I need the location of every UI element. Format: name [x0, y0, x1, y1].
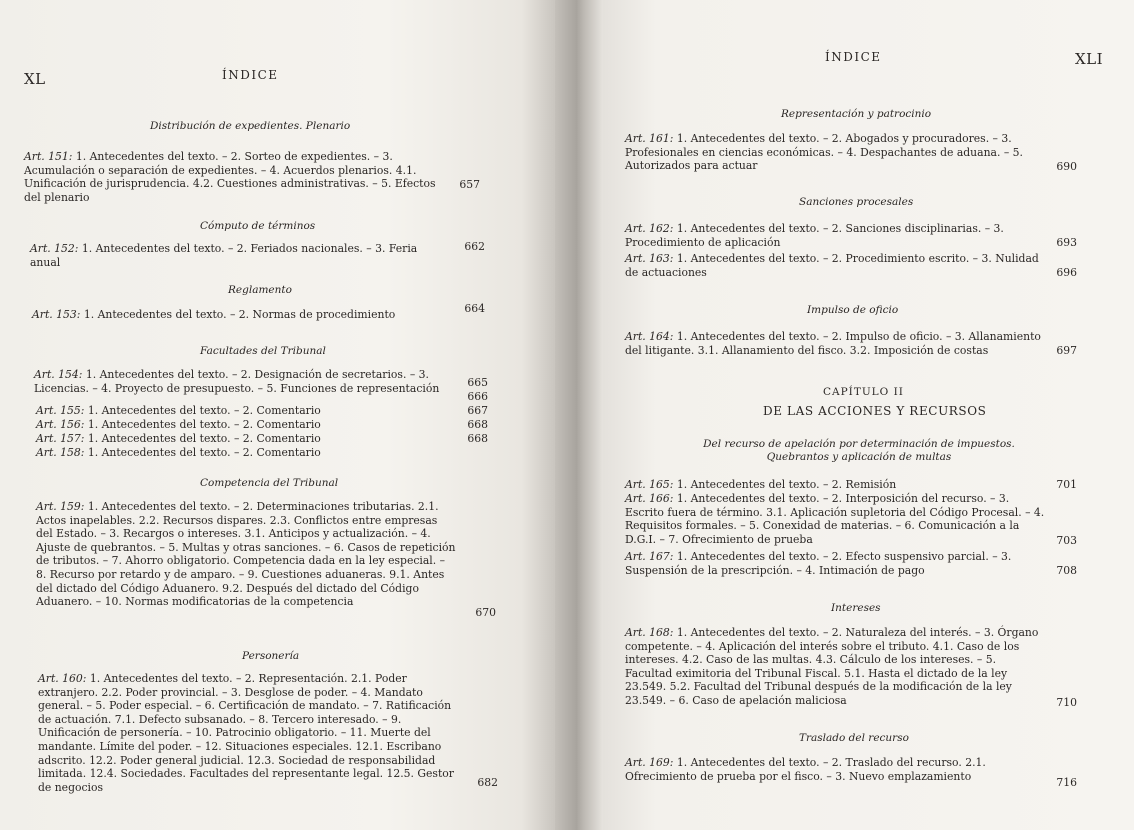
index-entry: [36, 500, 456, 609]
chapter-label: CAPÍTULO II: [823, 386, 904, 398]
index-entry: [625, 492, 1045, 546]
index-entry: [625, 252, 1045, 279]
index-entry: [625, 626, 1045, 708]
index-entry: [625, 222, 1045, 249]
page-number: 693: [1056, 236, 1077, 249]
page-number: 701: [1056, 478, 1077, 491]
index-entry: [625, 550, 1045, 577]
entry-text: 1. Antecedentes del texto. – 2. Designación de secretarios. – 3. Licencias. – 4. Proyecto de presupuesto. – 5. Funciones de representación: [34, 368, 440, 395]
index-entry: [32, 308, 452, 322]
page-number: 668: [467, 418, 488, 431]
index-entry: [34, 368, 454, 395]
section-title: Traslado del recurso: [799, 732, 909, 744]
section-title: Del recurso de apelación por determinación de impuestos. Quebrantos y aplicación de multas: [703, 438, 1015, 463]
page-number: 664: [464, 302, 485, 315]
article-number: Art. 160:: [38, 672, 87, 685]
section-title: Reglamento: [228, 284, 292, 296]
page-number: 668: [467, 432, 488, 445]
article-number: Art. 168:: [625, 626, 674, 639]
entry-text: 1. Antecedentes del texto. – 2. Comentario: [87, 418, 321, 431]
article-number: Art. 163:: [625, 252, 674, 265]
right-page: [603, 0, 1134, 830]
left-page: [0, 0, 555, 830]
entry-text: 1. Antecedentes del texto. – 2. Sanciones disciplinarias. – 3. Procedimiento de aplicación: [625, 222, 1004, 249]
page-number: 662: [464, 240, 485, 253]
article-number: Art. 169:: [625, 756, 674, 769]
book-gutter: [555, 0, 603, 830]
page-number: 697: [1056, 344, 1077, 357]
page-number: 690: [1056, 160, 1077, 173]
section-title: Cómputo de términos: [200, 220, 316, 232]
index-entry: [625, 132, 1045, 173]
page-number: 710: [1056, 696, 1077, 709]
article-number: Art. 166:: [625, 492, 674, 505]
page-number: 667: [467, 404, 488, 417]
article-number: Art. 162:: [625, 222, 674, 235]
left-running-head: ÍNDICE: [222, 68, 279, 82]
section-title: Facultades del Tribunal: [200, 345, 326, 357]
right-running-head: ÍNDICE: [825, 50, 882, 64]
index-entry: [36, 446, 456, 460]
index-entry: [625, 756, 1045, 783]
entry-text: 1. Antecedentes del texto. – 2. Abogados y procuradores. – 3. Profesionales en ciencias económicas. – 4. Despachantes de aduana. – 5. Autorizados para actuar: [625, 132, 1023, 173]
article-number: Art. 158:: [36, 446, 85, 459]
index-entry: [36, 432, 456, 446]
page-number: 666: [467, 390, 488, 403]
entry-text: 1. Antecedentes del texto. – 2. Interposición del recurso. – 3. Escrito fuera de término. 3.1. Aplicación supletoria del Código Procesal. – 4. Requisitos formales. – 5. Conexidad de materias. – 6. Comunicación a la D.G.I. – 7. Ofrecimiento de prueba: [625, 492, 1045, 546]
article-number: Art. 161:: [625, 132, 674, 145]
chapter-title: DE LAS ACCIONES Y RECURSOS: [763, 404, 987, 418]
article-number: Art. 167:: [625, 550, 674, 563]
entry-text: 1. Antecedentes del texto. – 2. Determinaciones tributarias. 2.1. Actos inapelables. 2.2. Recursos dispares. 2.3. Conflictos entre empresas del Estado. – 3. Recargos o intereses. 3.1. Anticipos y actualización. – 4. Ajuste de quebrantos. – 5. Multas y otras sanciones. – 6. Casos de repetición de tributos. – 7. Ahorro obligatorio. Competencia dada en la ley especial. – 8. Recurso por retardo y de amparo. – 9. Cuestiones aduaneras. 9.1. Antes del dictado del Código Aduanero. 9.2. Después del dictado del Código Aduanero. – 10. Normas modificatorias de la competencia: [36, 500, 456, 609]
entry-text: 1. Antecedentes del texto. – 2. Traslado del recurso. 2.1. Ofrecimiento de prueba por el fisco. – 3. Nuevo emplazamiento: [625, 756, 986, 783]
entry-text: 1. Antecedentes del texto. – 2. Feriados nacionales. – 3. Feria anual: [30, 242, 418, 269]
article-number: Art. 159:: [36, 500, 85, 513]
entry-text: 1. Antecedentes del texto. – 2. Normas de procedimiento: [83, 308, 396, 321]
page-number: 716: [1056, 776, 1077, 789]
index-entry: [24, 150, 444, 204]
entry-text: 1. Antecedentes del texto. – 2. Naturaleza del interés. – 3. Órgano competente. – 4. Aplicación del interés sobre el tributo. 4.1. Caso de los intereses. 4.2. Caso de las multas. 4.3. Cálculo de los intereses. – 5. Facultad eximitoria del Tribunal Fiscal. 5.1. Hasta el dictado de la ley 23.549. 5.2. Facultad del Tribunal después de la modificación de la ley 23.549. – 6. Caso de apelación maliciosa: [625, 626, 1039, 707]
index-entry: [625, 330, 1045, 357]
article-number: Art. 155:: [36, 404, 85, 417]
entry-text: 1. Antecedentes del texto. – 2. Comentario: [87, 432, 321, 445]
entry-text: 1. Antecedentes del texto. – 2. Impulso de oficio. – 3. Allanamiento del litigante. 3.1. Allanamiento del fisco. 3.2. Imposición de costas: [625, 330, 1041, 357]
page-number: 657: [459, 178, 480, 191]
entry-text: 1. Antecedentes del texto. – 2. Procedimiento escrito. – 3. Nulidad de actuaciones: [625, 252, 1039, 279]
entry-text: 1. Antecedentes del texto. – 2. Comentario: [87, 446, 321, 459]
section-title: Representación y patrocinio: [781, 108, 932, 120]
index-entry: [36, 404, 456, 418]
article-number: Art. 156:: [36, 418, 85, 431]
index-entry: [30, 242, 450, 269]
entry-text: 1. Antecedentes del texto. – 2. Sorteo de expedientes. – 3. Acumulación o separación de expedientes. – 4. Acuerdos plenarios. 4.1. Unificación de jurisprudencia. 4.2. Cuestiones administrativas. – 5. Efectos del plenario: [24, 150, 436, 204]
index-entry: [625, 478, 1045, 492]
entry-text: 1. Antecedentes del texto. – 2. Efecto suspensivo parcial. – 3. Suspensión de la prescripción. – 4. Intimación de pago: [625, 550, 1012, 577]
index-entry: [36, 418, 456, 432]
section-title: Sanciones procesales: [799, 196, 914, 208]
page-number: 670: [475, 606, 496, 619]
section-title: Impulso de oficio: [807, 304, 899, 316]
article-number: Art. 154:: [34, 368, 83, 381]
section-title: Competencia del Tribunal: [200, 477, 339, 489]
article-number: Art. 165:: [625, 478, 674, 491]
article-number: Art. 153:: [32, 308, 81, 321]
entry-text: 1. Antecedentes del texto. – 2. Representación. 2.1. Poder extranjero. 2.2. Poder provincial. – 3. Desglose de poder. – 4. Mandato general. – 5. Poder especial. – 6. Certificación de mandato. – 7. Ratificación de actuación. 7.1. Defecto subsanado. – 8. Tercero interesado. – 9. Unificación de personería. – 10. Patrocinio obligatorio. – 11. Muerte del mandante. Límite del poder. – 12. Situaciones especiales. 12.1. Escribano adscrito. 12.2. Poder general judicial. 12.3. Sociedad de responsabilidad limitada. 12.4. Sociedades. Facultades del representante legal. 12.5. Gestor de negocios: [38, 672, 454, 794]
page-number: 682: [477, 776, 498, 789]
article-number: Art. 164:: [625, 330, 674, 343]
article-number: Art. 151:: [24, 150, 73, 163]
section-title: Distribución de expedientes. Plenario: [150, 120, 351, 132]
entry-text: 1. Antecedentes del texto. – 2. Comentario: [87, 404, 321, 417]
section-title: Intereses: [831, 602, 881, 614]
page-number: 665: [467, 376, 488, 389]
article-number: Art. 157:: [36, 432, 85, 445]
page-number: 708: [1056, 564, 1077, 577]
page-number: 703: [1056, 534, 1077, 547]
page-number: 696: [1056, 266, 1077, 279]
article-number: Art. 152:: [30, 242, 79, 255]
section-title: Personería: [242, 650, 300, 662]
left-folio: XL: [24, 70, 46, 88]
index-entry: [38, 672, 458, 794]
right-folio: XLI: [1075, 50, 1104, 68]
entry-text: 1. Antecedentes del texto. – 2. Remisión: [676, 478, 897, 491]
